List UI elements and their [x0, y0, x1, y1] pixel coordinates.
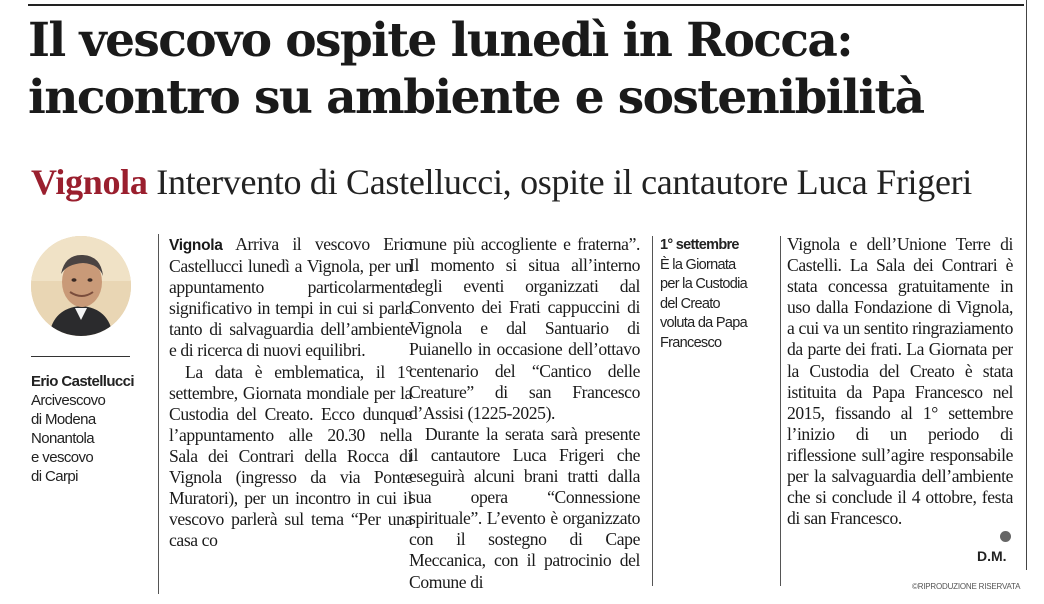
author-initials: D.M.	[977, 548, 1007, 564]
paragraph-text: Arriva il vescovo Erio Castellucci lunedì a Vignola, per un appuntamento particolarmente significativo in tempi in cui si parla tanto di salvaguardia dell’ambiente e di ricerca di nuovi equilibri.	[169, 234, 412, 361]
author-caption	[31, 372, 141, 486]
bio-divider	[31, 356, 130, 357]
paragraph: Durante la serata sarà presente il cantautore Luca Frigeri che eseguirà alcuni brani tratti dalla sua opera “Connessione spirituale”. L’evento è organizzato con il sostegno di Cape Meccanica, con il patrocinio del Comune di	[409, 423, 640, 592]
column-divider	[652, 236, 653, 586]
caption-role: Arcivescovo di Modena Nonantola e vescovo di Carpi	[31, 392, 106, 485]
top-rule	[28, 4, 1024, 6]
side-note	[660, 236, 770, 353]
article-column-1	[158, 234, 412, 594]
paragraph	[169, 234, 412, 362]
paragraph: Vignola e dell’Unione Terre di Castelli. La Sala dei Contrari è stata concessa gratuitamente in uso dalla Fondazione di Vignola, a cui va un sentito ringraziamento da parte dei frati. La Giornata per la Custodia del Creato è stata istituita da Papa Francesco nel 2015, fissando al 1° settembre l’inizio di un periodo di riflessione sull’agire responsabile per la salvaguardia dell’ambiente che si conclude il 4 ottobre, festa di san Francesco.	[787, 234, 1013, 529]
subhead-place: Vignola	[31, 162, 148, 202]
copyright-notice: ©RIPRODUZIONE RISERVATA	[912, 582, 1021, 591]
author-photo	[31, 236, 131, 336]
page-edge-rule	[1026, 0, 1027, 570]
end-mark-icon	[1000, 531, 1011, 542]
side-note-title: 1° settembre	[660, 237, 739, 253]
paragraph: La data è emblematica, il 1° settembre, Giornata mondiale per la Custodia del Creato. Ecco dunque l’appuntamento alle 20.30 nella Sala dei Contrari della Rocca di Vignola (ingresso da via Ponte Muratori), per un incontro in cui il vescovo parlerà sul tema “Per una casa co	[169, 361, 412, 551]
headline: Il vescovo ospite lunedì in Rocca: incontro su ambiente e sostenibilità	[28, 13, 924, 125]
side-note-body: È la Giornata per la Custodia del Creato voluta da Papa Francesco	[660, 256, 748, 351]
subheadline	[31, 160, 1021, 204]
article-column-2	[409, 234, 640, 594]
article-dateline: Vignola	[169, 237, 223, 254]
portrait-illustration	[31, 236, 131, 336]
column-divider	[780, 236, 781, 586]
subhead-text: Intervento di Castellucci, ospite il cantautore Luca Frigeri	[147, 162, 973, 202]
caption-name: Erio Castellucci	[31, 373, 134, 390]
paragraph: mune più accogliente e fraterna”. Il momento si situa all’interno degli eventi organizzati dal Convento dei Frati cappuccini di Vignola e dal Santuario di Puianello in occasione dell’ottavo centenario del “Cantico delle Creature” di san Francesco d’Assisi (1225-2025).	[409, 234, 640, 423]
article-column-4	[787, 234, 1013, 594]
